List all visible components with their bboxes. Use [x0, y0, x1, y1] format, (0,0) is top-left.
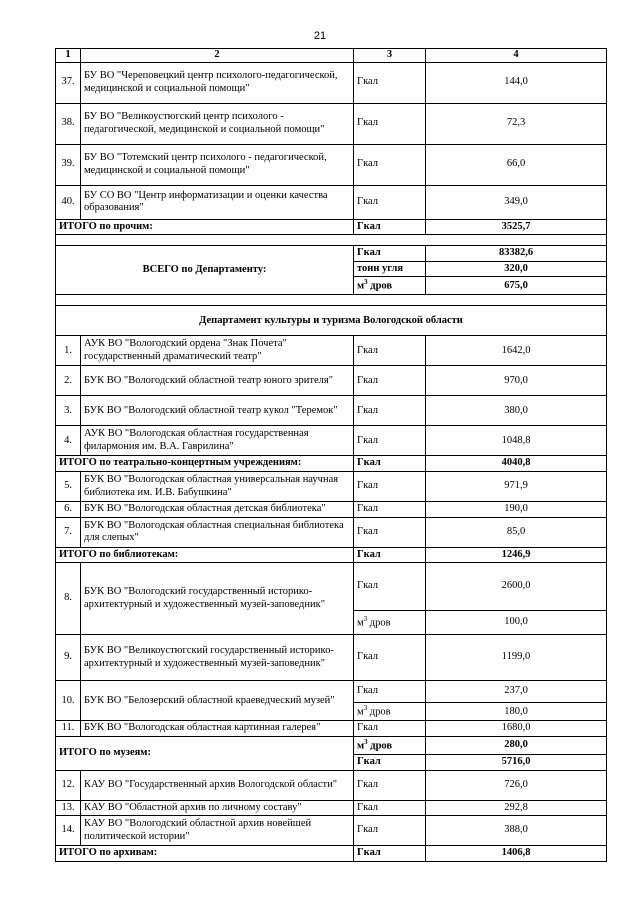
value-cell: 66,0 [426, 144, 607, 185]
organization-name: АУК ВО "Вологодский ордена "Знак Почета" государственный драматический театр" [81, 336, 354, 366]
value-cell: 237,0 [426, 681, 607, 703]
table-row [56, 635, 607, 681]
table-row [56, 396, 607, 426]
table-row [56, 563, 607, 611]
row-number: 39. [56, 144, 81, 185]
row-number: 6. [56, 502, 81, 518]
value-cell: 72,3 [426, 103, 607, 144]
unit-cell: Гкал [354, 800, 426, 816]
organization-name: БУК ВО "Вологодская областная картинная галерея" [81, 721, 354, 737]
dept-total-unit: Гкал [354, 246, 426, 262]
spacer-cell [56, 235, 607, 246]
organization-name: БУ ВО "Тотемский центр психолого - педагогической, медицинской и социальной помощи" [81, 144, 354, 185]
spacer-cell [56, 295, 607, 306]
row-number: 8. [56, 563, 81, 635]
value-cell: 100,0 [426, 611, 607, 635]
table-row [56, 426, 607, 456]
table-row [56, 721, 607, 737]
row-number: 9. [56, 635, 81, 681]
unit-cell: Гкал [354, 502, 426, 518]
total-value: 1406,8 [426, 846, 607, 862]
dept-total-value: 83382,6 [426, 246, 607, 262]
unit-cell: Гкал [354, 396, 426, 426]
table-row [56, 770, 607, 800]
total-unit: Гкал [354, 846, 426, 862]
unit-cell: Гкал [354, 103, 426, 144]
unit-text: дров [369, 706, 391, 718]
row-number: 37. [56, 62, 81, 103]
value-cell: 726,0 [426, 770, 607, 800]
value-cell: 1642,0 [426, 336, 607, 366]
unit-cell: Гкал [354, 366, 426, 396]
value-cell: 971,9 [426, 472, 607, 502]
unit-cell: Гкал [354, 635, 426, 681]
total-label: ИТОГО по библиотекам: [56, 547, 354, 563]
row-number: 40. [56, 185, 81, 219]
unit-cell: Гкал [354, 517, 426, 547]
value-cell: 970,0 [426, 366, 607, 396]
unit-superscript: 3 [363, 704, 368, 713]
unit-cell: Гкал [354, 563, 426, 611]
unit-cell [354, 611, 426, 635]
table-row [56, 185, 607, 219]
row-number: 11. [56, 721, 81, 737]
dept-total-value: 320,0 [426, 261, 607, 277]
value-cell: 292,8 [426, 800, 607, 816]
dept-total-label: ВСЕГО по Департаменту: [56, 246, 354, 295]
row-number: 4. [56, 426, 81, 456]
value-cell: 1199,0 [426, 635, 607, 681]
table-row [56, 366, 607, 396]
row-number: 13. [56, 800, 81, 816]
table-row [56, 800, 607, 816]
unit-prefix: м [357, 280, 365, 292]
energy-consumption-table [55, 48, 607, 862]
unit-cell: Гкал [354, 721, 426, 737]
organization-name: БУ ВО "Великоустюгский центр психолого - педагогической, медицинской и социальной помощи" [81, 103, 354, 144]
unit-superscript: 3 [364, 278, 368, 287]
table-row [56, 502, 607, 518]
table-row [56, 336, 607, 366]
total-row [56, 736, 607, 754]
table-row [56, 816, 607, 846]
value-cell: 144,0 [426, 62, 607, 103]
unit-text: дров [370, 280, 393, 292]
header-col-1: 1 [56, 49, 81, 63]
row-number: 3. [56, 396, 81, 426]
total-value: 1246,9 [426, 547, 607, 563]
header-col-4: 4 [426, 49, 607, 63]
unit-cell: Гкал [354, 185, 426, 219]
total-unit [354, 736, 426, 754]
dept-total-row [56, 246, 607, 262]
total-row [56, 219, 607, 235]
value-cell: 1048,8 [426, 426, 607, 456]
spacer-row [56, 235, 607, 246]
organization-name: БУ ВО "Череповецкий центр психолого-педагогической, медицинской и социальной помощи" [81, 62, 354, 103]
table-row [56, 472, 607, 502]
table-row [56, 681, 607, 703]
row-number: 14. [56, 816, 81, 846]
row-number: 7. [56, 517, 81, 547]
organization-name: АУК ВО "Вологодская областная государственная филармония им. В.А. Гаврилина" [81, 426, 354, 456]
value-cell: 388,0 [426, 816, 607, 846]
organization-name: БУК ВО "Вологодский областной театр кукол "Теремок" [81, 396, 354, 426]
unit-text: дров [370, 740, 393, 752]
unit-cell: Гкал [354, 472, 426, 502]
page-number: 21 [313, 30, 327, 42]
unit-cell: Гкал [354, 62, 426, 103]
organization-name: КАУ ВО "Государственный архив Вологодской области" [81, 770, 354, 800]
unit-superscript: 3 [364, 737, 368, 746]
unit-prefix: м [357, 740, 365, 752]
unit-prefix: м [357, 706, 364, 718]
organization-name: КАУ ВО "Вологодский областной архив новейшей политической истории" [81, 816, 354, 846]
section-title-row [56, 306, 607, 336]
unit-cell: Гкал [354, 681, 426, 703]
value-cell: 180,0 [426, 703, 607, 721]
table-row [56, 103, 607, 144]
total-value: 5716,0 [426, 755, 607, 771]
total-value: 4040,8 [426, 456, 607, 472]
dept-total-unit: тонн угля [354, 261, 426, 277]
table-row [56, 517, 607, 547]
unit-cell: Гкал [354, 770, 426, 800]
unit-text: дров [369, 617, 391, 629]
organization-name: БУК ВО "Великоустюгский государственный историко-архитектурный и художественный музей-заповедник" [81, 635, 354, 681]
total-value: 3525,7 [426, 219, 607, 235]
organization-name: БУК ВО "Вологодский областной театр юного зрителя" [81, 366, 354, 396]
total-unit: Гкал [354, 219, 426, 235]
total-label: ИТОГО по театрально-концертным учреждениям: [56, 456, 354, 472]
value-cell: 1680,0 [426, 721, 607, 737]
total-unit: Гкал [354, 456, 426, 472]
unit-cell: Гкал [354, 336, 426, 366]
row-number: 5. [56, 472, 81, 502]
organization-name: КАУ ВО "Областной архив по личному составу" [81, 800, 354, 816]
section-title: Департамент культуры и туризма Вологодской области [56, 306, 607, 336]
unit-superscript: 3 [363, 615, 368, 624]
spacer-row [56, 295, 607, 306]
row-number: 1. [56, 336, 81, 366]
unit-cell: Гкал [354, 144, 426, 185]
table-row [56, 144, 607, 185]
organization-name: БУК ВО "Вологодская областная детская библиотека" [81, 502, 354, 518]
dept-total-value: 675,0 [426, 277, 607, 295]
value-cell: 85,0 [426, 517, 607, 547]
value-cell: 349,0 [426, 185, 607, 219]
header-col-2: 2 [81, 49, 354, 63]
total-value: 280,0 [426, 736, 607, 754]
total-label: ИТОГО по прочим: [56, 219, 354, 235]
value-cell: 2600,0 [426, 563, 607, 611]
unit-cell [354, 703, 426, 721]
organization-name: БУК ВО "Вологодский государственный историко-архитектурный и художественный музей-заповедник" [81, 563, 354, 635]
header-col-3: 3 [354, 49, 426, 63]
total-unit: Гкал [354, 755, 426, 771]
organization-name: БУК ВО "Вологодская областная специальная библиотека для слепых" [81, 517, 354, 547]
unit-cell: Гкал [354, 816, 426, 846]
total-unit: Гкал [354, 547, 426, 563]
total-label: ИТОГО по архивам: [56, 846, 354, 862]
total-label: ИТОГО по музеям: [56, 736, 354, 770]
row-number: 10. [56, 681, 81, 721]
dept-total-unit [354, 277, 426, 295]
row-number: 38. [56, 103, 81, 144]
organization-name: БУК ВО "Белозерский областной краеведческий музей" [81, 681, 354, 721]
row-number: 2. [56, 366, 81, 396]
total-row [56, 846, 607, 862]
organization-name: БУ СО ВО "Центр информатизации и оценки качества образования" [81, 185, 354, 219]
organization-name: БУК ВО "Вологодская областная универсальная научная библиотека им. И.В. Бабушкина" [81, 472, 354, 502]
total-row [56, 547, 607, 563]
unit-prefix: м [357, 617, 364, 629]
unit-cell: Гкал [354, 426, 426, 456]
total-row [56, 456, 607, 472]
table-row [56, 62, 607, 103]
value-cell: 190,0 [426, 502, 607, 518]
row-number: 12. [56, 770, 81, 800]
value-cell: 380,0 [426, 396, 607, 426]
header-row [56, 49, 607, 63]
